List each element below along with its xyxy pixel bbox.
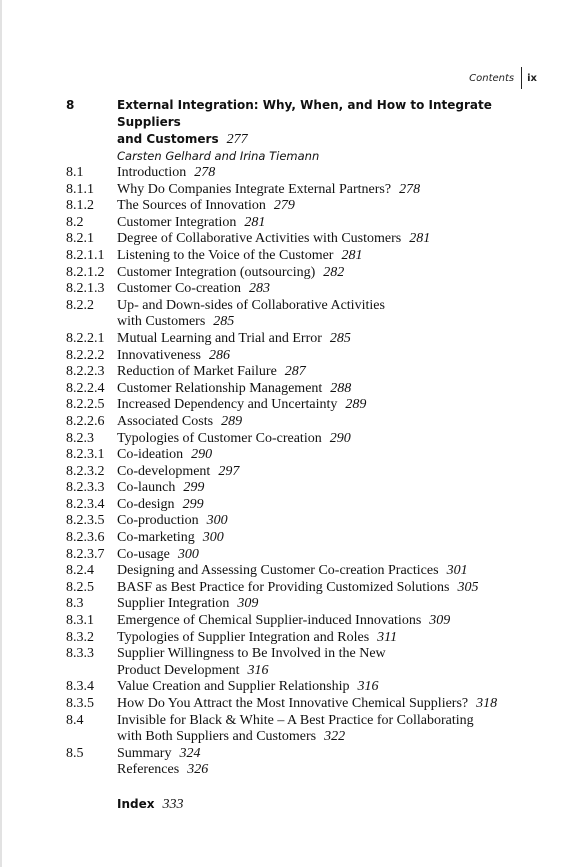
section-title-line: Value Creation and Supplier Relationship — [117, 679, 350, 695]
section-title — [117, 530, 526, 547]
section-page: 299 — [182, 496, 204, 512]
section-title — [117, 580, 526, 597]
section-number: 8.2.3.5 — [66, 513, 105, 529]
section-title — [117, 381, 526, 398]
section-title-line: Emergence of Chemical Supplier-induced Innovations — [117, 613, 422, 629]
section-page: 285 — [213, 314, 235, 330]
section-page: 283 — [249, 281, 271, 297]
section-title-line: Typologies of Supplier Integration and Roles — [117, 629, 370, 645]
section-number: 8.3.3 — [66, 646, 94, 662]
section-page: 278 — [194, 165, 216, 180]
toc-entry[interactable] — [66, 231, 526, 248]
section-number: 8.2.2.1 — [66, 330, 105, 346]
section-title — [117, 762, 526, 779]
section-page: 324 — [179, 745, 201, 761]
section-page: 290 — [329, 430, 351, 446]
section-title-line: The Sources of Innovation — [117, 198, 266, 214]
section-page: 281 — [341, 247, 363, 263]
section-title — [117, 563, 526, 580]
section-title — [117, 613, 526, 630]
section-title-line: Mutual Learning and Trial and Error — [117, 330, 322, 346]
section-number: 8.2.2.6 — [66, 413, 105, 429]
section-title — [117, 480, 526, 497]
toc-entry[interactable] — [66, 447, 526, 464]
chapter-title — [117, 97, 526, 148]
section-title — [117, 547, 526, 564]
section-title-line: Summary — [117, 745, 172, 761]
section-title — [117, 713, 526, 746]
toc-entry[interactable] — [66, 713, 526, 746]
section-page: 289 — [345, 397, 367, 413]
toc-entry[interactable] — [66, 265, 526, 282]
section-number: 8.3 — [66, 596, 84, 612]
page-edge — [0, 0, 2, 867]
toc-entry[interactable] — [66, 198, 526, 215]
section-title-line: Product Development — [117, 662, 240, 678]
section-title-line: Innovativeness — [117, 347, 201, 363]
toc-entry[interactable] — [66, 464, 526, 481]
section-title — [117, 281, 526, 298]
section-page: 288 — [330, 380, 352, 396]
section-number: 8.1 — [66, 165, 84, 180]
section-title-line: Co-production — [117, 513, 199, 529]
index-label: Index — [117, 796, 155, 811]
section-number: 8.2.5 — [66, 579, 94, 595]
section-page: 289 — [221, 413, 243, 429]
section-title-line: Customer Co-creation — [117, 281, 242, 297]
toc-entry[interactable] — [66, 281, 526, 298]
section-title-line: Typologies of Customer Co-creation — [117, 430, 322, 446]
section-title — [117, 679, 526, 696]
section-page: 301 — [446, 563, 468, 579]
section-page: 300 — [202, 530, 224, 546]
section-page: 316 — [357, 679, 379, 695]
section-page: 279 — [273, 198, 295, 214]
section-page: 282 — [323, 264, 345, 280]
toc-entries — [66, 165, 526, 779]
toc-entry[interactable] — [66, 298, 526, 331]
toc-entry[interactable] — [66, 215, 526, 232]
section-title — [117, 348, 526, 365]
toc-entry[interactable] — [66, 646, 526, 679]
section-title — [117, 231, 526, 248]
section-page: 278 — [399, 181, 421, 197]
section-title-line: Listening to the Voice of the Customer — [117, 247, 334, 263]
toc-entry[interactable] — [66, 414, 526, 431]
chapter-page: 277 — [226, 132, 248, 147]
section-title-line: with Both Suppliers and Customers — [117, 729, 317, 745]
section-title — [117, 746, 526, 763]
toc-entry[interactable] — [66, 696, 526, 713]
section-page: 316 — [247, 662, 269, 678]
section-number: 8.2.1.2 — [66, 264, 105, 280]
toc-entry[interactable] — [66, 530, 526, 547]
section-number: 8.2.2.5 — [66, 397, 105, 413]
section-title-line: Co-ideation — [117, 447, 184, 463]
section-number: 8.2.2.4 — [66, 380, 105, 396]
toc-entry[interactable] — [66, 480, 526, 497]
toc-entry[interactable] — [66, 364, 526, 381]
section-page: 309 — [237, 596, 259, 612]
section-title-line: Why Do Companies Integrate External Partners? — [117, 181, 392, 197]
section-title — [117, 646, 526, 679]
section-title-line: Invisible for Black & White – A Best Practice for Collaborating — [117, 712, 474, 728]
section-title-line: Customer Integration (outsourcing) — [117, 264, 316, 280]
section-number: 8.3.5 — [66, 696, 94, 711]
section-number: 8.3.4 — [66, 679, 94, 695]
section-number: 8.2 — [66, 214, 84, 230]
section-title — [117, 696, 526, 713]
section-title-line: Reduction of Market Failure — [117, 364, 277, 380]
section-title — [117, 248, 526, 265]
toc-entry[interactable] — [66, 547, 526, 564]
section-number: 8.2.1 — [66, 231, 94, 247]
section-number: 8.2.4 — [66, 563, 94, 579]
section-title-line: Introduction — [117, 165, 187, 180]
toc-entry[interactable] — [66, 613, 526, 630]
section-title — [117, 464, 526, 481]
section-number: 8.1.1 — [66, 181, 94, 197]
section-number: 8.2.3.2 — [66, 463, 105, 479]
section-number: 8.2.1.3 — [66, 281, 105, 297]
toc-entry[interactable] — [66, 497, 526, 514]
section-title-line: with Customers — [117, 314, 206, 330]
header-divider — [521, 67, 522, 89]
section-page: 326 — [187, 762, 209, 778]
toc-entry[interactable] — [66, 679, 526, 696]
section-page: 286 — [208, 347, 230, 363]
section-page: 300 — [177, 546, 199, 562]
section-title — [117, 414, 526, 431]
toc-entry[interactable] — [66, 165, 526, 182]
toc-entry[interactable] — [66, 431, 526, 448]
section-page: 300 — [206, 513, 228, 529]
section-title-line: Customer Integration — [117, 214, 237, 230]
section-title — [117, 513, 526, 530]
section-page: 290 — [191, 447, 213, 463]
section-title-line: How Do You Attract the Most Innovative Chemical Suppliers? — [117, 696, 469, 711]
toc-entry[interactable] — [66, 248, 526, 265]
section-page: 299 — [183, 480, 205, 496]
section-title — [117, 497, 526, 514]
section-page: 309 — [429, 613, 451, 629]
index-entry[interactable] — [117, 797, 526, 813]
section-title — [117, 215, 526, 232]
section-title — [117, 165, 526, 182]
section-title-line: Designing and Assessing Customer Co-creation Practices — [117, 563, 439, 579]
section-page: 305 — [457, 579, 479, 595]
toc-entry[interactable] — [66, 630, 526, 647]
chapter-entry[interactable] — [66, 97, 526, 148]
section-number: 8.2.3 — [66, 430, 94, 446]
section-page: 297 — [218, 463, 240, 479]
section-title — [117, 298, 526, 331]
toc-entry[interactable] — [66, 182, 526, 199]
toc-entry[interactable] — [66, 513, 526, 530]
section-title-line: Up- and Down-sides of Collaborative Activities — [117, 297, 385, 313]
section-title-line: Co-design — [117, 496, 175, 512]
section-title-line: Supplier Willingness to Be Involved in the New — [117, 646, 386, 662]
section-title-line: Increased Dependency and Uncertainty — [117, 397, 338, 413]
section-page: 287 — [284, 364, 306, 380]
section-title-line: Co-development — [117, 463, 211, 479]
section-number: 8.2.2.2 — [66, 347, 105, 363]
section-page: 285 — [329, 330, 351, 346]
section-title-line: References — [117, 762, 180, 778]
section-title-line: Associated Costs — [117, 413, 214, 429]
section-number: 8.2.3.1 — [66, 447, 105, 463]
toc-entry[interactable] — [66, 746, 526, 763]
toc-entry[interactable] — [66, 762, 526, 779]
section-title — [117, 182, 526, 199]
section-number: 8.2.3.4 — [66, 496, 105, 512]
toc-entry[interactable] — [66, 348, 526, 365]
section-title — [117, 447, 526, 464]
chapter-authors: Carsten Gelhard and Irina Tiemann — [117, 149, 320, 163]
toc-entry[interactable] — [66, 381, 526, 398]
section-page: 281 — [409, 231, 431, 247]
section-title-line: Supplier Integration — [117, 596, 230, 612]
section-title-line: Co-launch — [117, 480, 176, 496]
section-number: 8.2.1.1 — [66, 247, 105, 263]
section-title — [117, 198, 526, 215]
page-number: ix — [527, 72, 537, 84]
section-number: 8.3.2 — [66, 629, 94, 645]
section-title — [117, 265, 526, 282]
section-page: 281 — [244, 214, 266, 230]
section-number: 8.3.1 — [66, 613, 94, 629]
section-title-line: Co-usage — [117, 546, 170, 562]
section-number: 8.2.3.7 — [66, 546, 105, 562]
section-number: 8.5 — [66, 745, 84, 761]
section-title — [117, 630, 526, 647]
running-title: Contents — [469, 72, 515, 84]
section-number: 8.1.2 — [66, 198, 94, 214]
toc-entry[interactable] — [66, 397, 526, 414]
section-page: 318 — [476, 696, 498, 711]
section-title-line: Customer Relationship Management — [117, 380, 323, 396]
chapter-title-line: and Customers — [117, 132, 219, 146]
section-page: 311 — [377, 629, 398, 645]
section-title-line: BASF as Best Practice for Providing Customized Solutions — [117, 579, 450, 595]
chapter-title-line: External Integration: Why, When, and How to Integrate Suppliers — [117, 98, 492, 129]
section-number: 8.2.3.3 — [66, 480, 105, 496]
toc-entry[interactable] — [66, 563, 526, 580]
toc-entry[interactable] — [66, 331, 526, 348]
toc-entry[interactable] — [66, 596, 526, 613]
section-number: 8.2.2 — [66, 297, 94, 313]
running-header — [469, 67, 537, 89]
section-title — [117, 331, 526, 348]
section-number: 8.2.3.6 — [66, 530, 105, 546]
table-of-contents — [66, 97, 526, 813]
chapter-number: 8 — [66, 98, 75, 112]
index-page: 333 — [162, 796, 184, 812]
section-title — [117, 364, 526, 381]
section-number: 8.4 — [66, 712, 84, 728]
section-title-line: Co-marketing — [117, 530, 195, 546]
section-title — [117, 596, 526, 613]
section-number: 8.2.2.3 — [66, 364, 105, 380]
section-page: 322 — [324, 729, 346, 745]
toc-entry[interactable] — [66, 580, 526, 597]
section-title-line: Degree of Collaborative Activities with Customers — [117, 231, 402, 247]
section-title — [117, 431, 526, 448]
section-title — [117, 397, 526, 414]
